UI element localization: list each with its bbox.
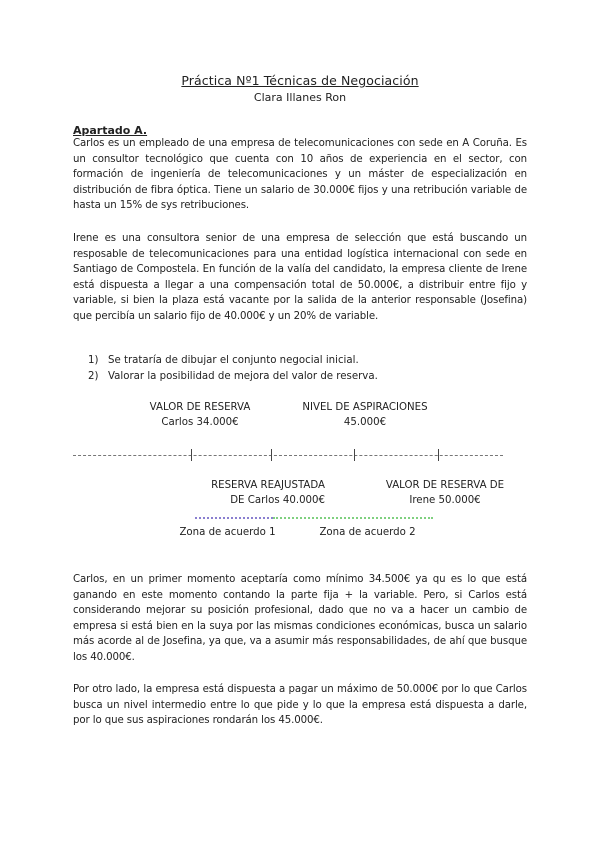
- axis-tick: [191, 449, 192, 461]
- label-line: 45.000€: [343, 417, 387, 428]
- document-title: Práctica Nº1 Técnicas de Negociación: [181, 73, 419, 88]
- reserve-value-carlos-label: [140, 400, 260, 430]
- agreement-zone-2-line: [273, 517, 433, 519]
- paragraph-analysis-carlos: Carlos, en un primer momento aceptaría como mínimo 34.500€ ya qu es lo que está ganando en este momento contando la parte fija + la variable. Pero, si Carlos está considerando mejorar su posición profesional, dado que no va a hacer un cambio de empresa si está bien en la suya por las mismas condiciones económicas, busca un salario más acorde al de Josefina, ya que, va a asumir más responsabilidades, de ahí que busque los 40.000€.: [73, 574, 527, 663]
- label-line: VALOR DE RESERVA DE: [385, 480, 505, 491]
- task-list: [88, 353, 378, 384]
- label-line: RESERVA REAJUSTADA: [211, 480, 325, 491]
- label-line: Irene 50.000€: [409, 495, 481, 506]
- axis-tick: [354, 449, 355, 461]
- axis-tick: [438, 449, 439, 461]
- label-line: VALOR DE RESERVA: [149, 402, 251, 413]
- readjusted-reserve-label: [195, 478, 325, 508]
- paragraph-analysis-company: Por otro lado, la empresa está dispuesta a pagar un máximo de 50.000€ por lo que Carlos busca un nivel intermedio entre lo que pide y lo que la empresa está dispuesta a darle, por lo que sus aspiraciones rondarán los 45.000€.: [73, 684, 527, 726]
- label-line: Carlos 34.000€: [161, 417, 239, 428]
- label-line: NIVEL DE ASPIRACIONES: [302, 402, 428, 413]
- list-number: 1): [88, 355, 99, 366]
- list-item: [88, 353, 378, 369]
- list-text: Se trataría de dibujar el conjunto negocial inicial.: [108, 355, 359, 366]
- list-item: [88, 369, 378, 385]
- paragraph-carlos: Carlos es un empleado de una empresa de telecomunicaciones con sede en A Coruña. Es un consultor tecnológico que cuenta con 10 años de experiencia en el sector, con formación de ingeniería de telecomunicaciones y un máster de especialización en distribución de fibra óptica. Tiene un salario de 30.000€ fijos y una retribución variable de hasta un 15% de sys retribuciones.: [73, 138, 527, 211]
- agreement-zone-1-line: [195, 517, 273, 519]
- aspiration-level-label: [290, 400, 440, 430]
- agreement-zone-2-label: Zona de acuerdo 2: [319, 527, 416, 538]
- list-number: 2): [88, 370, 99, 382]
- section-heading: Apartado A.: [73, 124, 148, 137]
- reserve-value-irene-label: [370, 478, 520, 508]
- agreement-zone-1-label: Zona de acuerdo 1: [179, 527, 276, 538]
- paragraph-irene: Irene es una consultora senior de una empresa de selección que está buscando un resposable de telecomunicaciones para una entidad logística internacional con sede en Santiago de Compostela. En función de la valía del candidato, la empresa cliente de Irene está dispuesta a llegar a una compensación total de 50.000€, a distribuir entre fijo y variable, si bien la plaza está vacante por la salida de la anterior responsable (Josefina) que percibía un salario fijo de 40.000€ y un 20% de variable.: [73, 233, 527, 322]
- document-author: Clara Illanes Ron: [253, 91, 347, 104]
- axis-tick: [271, 449, 272, 461]
- label-line: DE Carlos 40.000€: [230, 495, 325, 506]
- list-text: Valorar la posibilidad de mejora del valor de reserva.: [108, 370, 378, 382]
